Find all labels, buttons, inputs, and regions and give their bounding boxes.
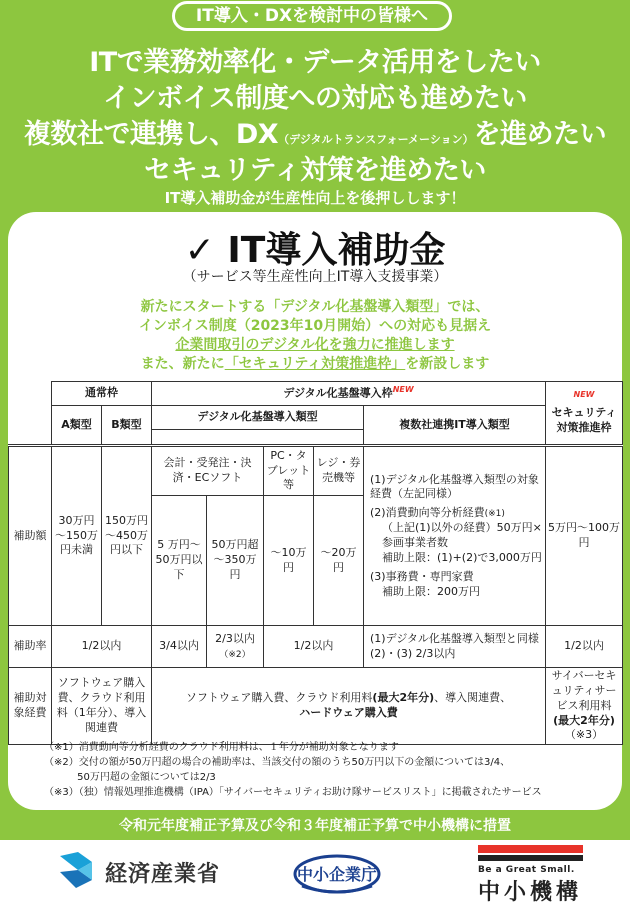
headline-4: セキュリティ対策を進めたい bbox=[144, 155, 486, 186]
subsidy-table bbox=[8, 381, 623, 745]
dx-note: （デジタルトランスフォーメーション） bbox=[278, 133, 474, 146]
accounting-rate-1: 3/4以内 bbox=[152, 626, 207, 668]
header-normal: 通常枠 bbox=[52, 382, 152, 406]
multi-rate: (1)デジタル化基盤導入類型と同様(2)・(3) 2/3以内 bbox=[364, 626, 546, 668]
accounting-rate-2: 2/3以内 （※2） bbox=[207, 626, 264, 668]
ab-rate: 1/2以内 bbox=[52, 626, 152, 668]
pc-register-rate: 1/2以内 bbox=[264, 626, 364, 668]
digital-cost: ソフトウェア購入費、クラウド利用料(最大2年分)、導入関連費、 ハードウェア購入費 bbox=[152, 668, 546, 745]
footnotes bbox=[44, 740, 614, 800]
header-register: レジ・券売機等 bbox=[314, 446, 364, 496]
lead-line-3: 企業間取引のデジタル化を強力に推進します bbox=[175, 337, 455, 353]
headline-1: ITで業務効率化・データ活用をしたい bbox=[89, 47, 541, 78]
accounting-amount-1: 5 万円～50万円以下 bbox=[152, 496, 207, 626]
headline-3: 複数社で連携し、DX（デジタルトランスフォーメーション）を進めたい bbox=[23, 119, 607, 150]
footnote-3: （※3）（独）情報処理推進機構（IPA）「サイバーセキュリティお助け隊サービスリスト」に掲載されたサービス bbox=[44, 787, 542, 798]
check-icon: ✓ bbox=[184, 230, 215, 271]
header-b-type: B類型 bbox=[102, 406, 152, 446]
audience-pill: IT導入・DXを検討中の皆様へ bbox=[172, 1, 452, 31]
smrj-dark-bar bbox=[478, 855, 583, 861]
b-amount: 150万円～450万円以下 bbox=[102, 446, 152, 626]
header-accounting: 会計・受発注・決済・ECソフト bbox=[152, 446, 264, 496]
budget-footer: 令和元年度補正予算及び令和３年度補正予算で中小機構に措置 bbox=[119, 818, 511, 834]
lead-line-2: インボイス制度（2023年10月開始）への対応も見据え bbox=[138, 318, 492, 334]
a-amount: 30万円～150万円未満 bbox=[52, 446, 102, 626]
page-subtitle: （サービス等生産性向上IT導入支援事業） bbox=[182, 269, 448, 285]
headline-2: インボイス制度への対応も進めたい bbox=[103, 83, 527, 114]
header-security: $^{NEW}$ セキュリティ対策推進枠 bbox=[546, 382, 623, 446]
push-message: IT導入補助金が生産性向上を後押しします！ bbox=[164, 189, 466, 207]
sme-agency-logo-icon bbox=[292, 852, 382, 896]
meti-logo-label: 経済産業省 bbox=[105, 862, 221, 887]
header-digital: デジタル化基盤導入枠$^{NEW}$ bbox=[152, 382, 546, 406]
lead-line-1: 新たにスタートする「デジタル化基盤導入類型」では、 bbox=[140, 299, 490, 315]
register-amount: ～20万円 bbox=[314, 496, 364, 626]
lead-line-4: また、新たに「セキュリティ対策推進枠」を新設します bbox=[140, 356, 490, 372]
header-digital-type: デジタル化基盤導入類型 bbox=[152, 406, 364, 430]
row-label-amount: 補助額 bbox=[9, 446, 52, 626]
row-label-rate: 補助率 bbox=[9, 626, 52, 668]
footnote-2-cont: 50万円超の金額については2/3 bbox=[44, 772, 216, 783]
page-title: ✓ IT導入補助金 bbox=[184, 230, 446, 271]
smrj-logo bbox=[478, 845, 588, 906]
security-amount: 5万円～100万円 bbox=[546, 446, 623, 626]
multi-amount: (1)デジタル化基盤導入類型の対象経費（左記同様） (2)消費動向等分析経費(※1) （上記(1)以外の経費）50万円×参画事業者数 補助上限：(1)+(2)で3,000万円 (3)事務費・専門家費 補助上限：200万円 bbox=[364, 446, 546, 626]
header-multi-type: 複数社連携IT導入類型 bbox=[364, 406, 546, 446]
header-pc: PC・タブレット等 bbox=[264, 446, 314, 496]
pc-amount: ～10万円 bbox=[264, 496, 314, 626]
security-cost: サイバーセキュリティサービス利用料 (最大2年分) （※3） bbox=[546, 668, 623, 745]
smrj-red-bar bbox=[478, 845, 583, 853]
header-a-type: A類型 bbox=[52, 406, 102, 446]
ab-cost: ソフトウェア購入費、クラウド利用料（1年分）、導入関連費 bbox=[52, 668, 152, 745]
footnote-1: （※1）消費動向等分析経費のクラウド利用料は、１年分が補助対象となります bbox=[44, 742, 399, 753]
new-badge: NEW bbox=[392, 385, 414, 395]
row-label-cost: 補助対象経費 bbox=[9, 668, 52, 745]
smrj-tagline: Be a Great Small. bbox=[478, 865, 575, 875]
accounting-amount-2: 50万円超～350万円 bbox=[207, 496, 264, 626]
sme-agency-label: 中小企業庁 bbox=[296, 865, 378, 884]
footnote-2: （※2）交付の額が50万円超の場合の補助率は、当該交付の額のうち50万円以下の金額については3/4、 bbox=[44, 757, 511, 768]
smrj-name: 中小機構 bbox=[478, 880, 583, 905]
security-rate: 1/2以内 bbox=[546, 626, 623, 668]
